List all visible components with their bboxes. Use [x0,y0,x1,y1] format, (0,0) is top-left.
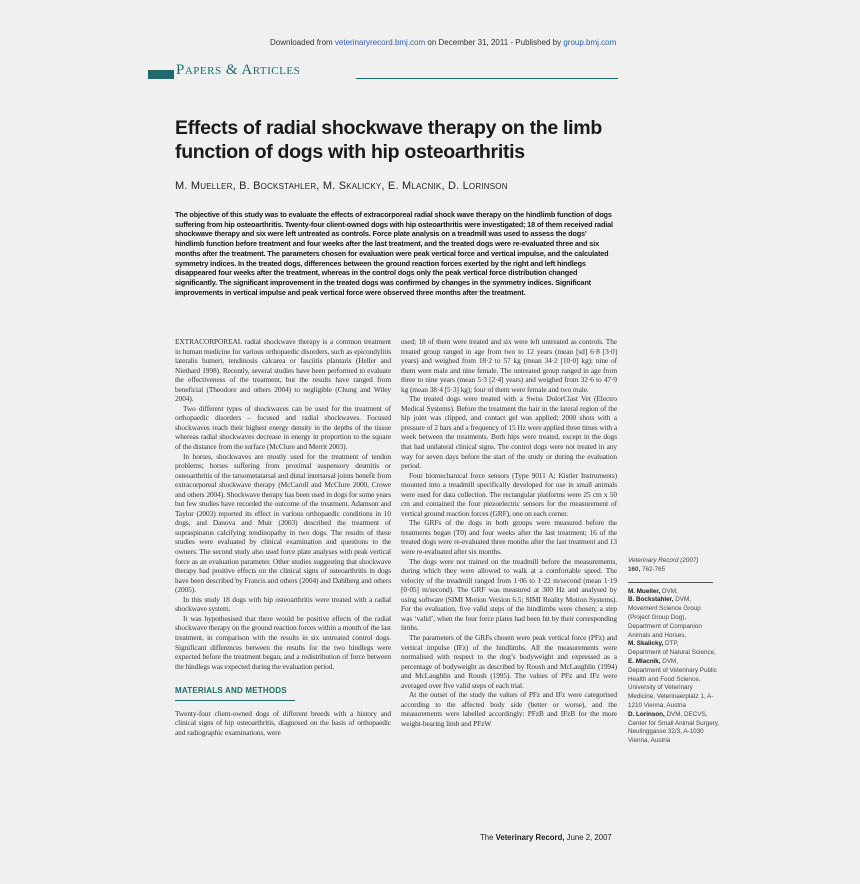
article-abstract: The objective of this study was to evaluate the effects of extracorporeal radial shock wave therapy on the hindlimb function of dogs suffering from hip osteoarthritis. Twenty-four client-owned dogs with hip osteoarthritis were investigated; 18 of them received radial shockwave therapy and six were left untreated as controls. Force plate analysis on a treadmill was used to assess the dogs’ hindlimb function before treatment and four weeks after the last treatment, and the treated dogs were re-evaluated three and six months after the treatment. The parameters chosen for evaluation were peak vertical force and vertical impulse, and the calculated symmetry indices. In the treated dogs, differences between the ground reaction forces exerted by the right and left hindlegs disappeared four weeks after the treatment, whereas in the control dogs only the peak vertical force distribution changed significantly. The significant improvement in the treated dogs was confirmed by changes in the symmetry indices. Significant improvements in vertical impulse and peak vertical force were observed three months after the treatment. [175,210,613,297]
author-degree: DTP, [663,640,679,648]
body-column-right [401,337,617,728]
volume: 160, [628,565,641,573]
paragraph: It was hypothesised that there would be positive effects of the radial shockwave therapy on the ground reaction forces within a month of the last treatment, in comparison with the results in six untreated control dogs. Significant differences between the results for the two hindlegs were expected before the treatment began, and a redistribution of force between the hindlegs was expected during the evaluation period. [175,613,391,671]
paragraph: Two different types of shockwaves can be used for the treatment of orthopaedic disorders – focused and radial shockwaves. Focused shockwaves reach their highest energy density in the depths of the tissue whereas radial shockwaves decrease in energy in proportion to the square of the distance from the surface (McClure and Merrit 2003). [175,403,391,452]
page-footer [480,833,620,842]
section-bar-marker [148,70,174,79]
author-name: E. Mlacnik, [628,657,661,665]
author-degree: DVM, [660,587,678,595]
paragraph: The parameters of the GRFs chosen were peak vertical force (PFz) and vertical impulse (IFz) of the hindlimbs. All the measurements were normalised with respect to the dog’s bodyweight and expressed as a percentage of bodyweight as described by Roush and McLaughlin (1994) and McLaughlin and Roush (1995). The values of PFz and IFz were averaged over five valid steps of each trial. [401,632,617,690]
author-name: D. Lorinson, [628,710,665,718]
section-heading-methods: MATERIALS AND METHODS [175,686,287,696]
affiliation: Center for Small Animal Surgery, Neulinggasse 32/3, A-1030 Vienna, Austria [628,719,720,745]
affiliation: Department of Natural Science, [628,649,716,657]
author-sidebar [628,557,720,746]
affiliation: Department of Veterinary Public Health and Food Science, University of Veterinary Medicine, Veterinaerplatz 1, A-1210 Vienna, Austria [628,666,717,709]
author-degree: DVM, [660,657,679,665]
section-title: Papers & Articles [176,62,301,78]
paragraph: The treated dogs were treated with a Swiss DolorClast Vet (Electro Medical Systems). Before the treatment the hair in the lateral region of the hip joint was clipped, and contact gel was applied; 2000 shots with a pressure of 2 bars and a frequency of 15 Hz were applied three times with a week between the treatments. Both hips were treated, except in the dogs that had unilateral clinical signs. The control dogs were not treated in any way for seven days before the start of the study or during the evaluation period. [401,394,617,471]
citation: Veterinary Record (2007) [628,557,699,564]
article-title: Effects of radial shockwave therapy on the limb function of dogs with hip osteoarthritis [175,117,602,163]
download-middle: on December 31, 2011 - Published by [425,38,564,47]
paragraph: At the outset of the study the values of PFz and IFz were categorised according to the affected body side (better or worse), and the measurements were labelled accordingly: PFzB and IFzB for the more weight-bearing limb and PFzW [401,690,617,728]
footer-the: The [480,833,496,842]
section-rule [356,78,618,79]
author-name: B. Bockstahler, [628,596,674,604]
author-degree: DVM, [673,596,691,604]
paragraph: The dogs were not trained on the treadmill before the measurements, during which they were allowed to walk at a comfortable speed. The velocity of the treadmill ranged from 1·06 to 1·22 m/second (mean 1·19 [0·05] m/second). The GRF was measured at 300 Hz and analysed by using software (SIMI Motion Version 6.5; SIMI Reality Motion Systems). For the evaluation, five valid steps of the hindlimbs were chosen; a step was ‘valid’, when the four force plates had been hit by their corresponding limbs. [401,556,617,633]
paragraph: In this study 18 dogs with hip osteoarthritis were treated with a radial shockwave system. [175,594,391,614]
sidebar-rule [628,582,713,583]
paragraph: used; 18 of them were treated and six were left untreated as controls. The treated group ranged in age from two to 12 years (mean [sd] 6·8 [3·0] years) and weighed from 18·2 to 57 kg (mean 34·2 [10·0] kg); nine of them were male and nine female. The untreated group ranged in age from three to nine years (mean 5·3 [2·4] years) and weighed from 32·6 to 47·9 kg (mean 38·4 [5·3] kg); four of them were female and two male. [401,337,617,394]
publisher-link[interactable]: group.bmj.com [563,38,617,47]
author-entry [628,658,720,667]
article-authors: M. Mueller, B. Bockstahler, M. Skalicky, E. Mlacnik, D. Lorinson [175,180,508,192]
author-name: M. Skalicky, [628,640,664,648]
author-entry [628,596,720,605]
affiliation: Movement Science Group (Project Group Dog), Department of Companion Animals and Horses, [628,605,702,639]
footer-journal: Veterinary Record, [495,833,565,842]
author-entry [628,640,720,649]
paragraph: In horses, shockwaves are mostly used for the treatment of tendon problems; horses suffering from proximal suspensory desmitis or osteoarthritis of the tarsometatarsal and distal intertarsal joints benefit from extracorporeal shockwave therapy (McCaroll and McClure 2000, Crowe and others 2004). Shockwave therapy has been used in dogs for some years but few studies have recorded the outcome of the treatment. Adamson and Taylor (2003) reported its effect in various orthopaedic conditions in 10 dogs, and Danova and Muir (2003) described the treatment of supraspinatus calcifying tendinopathy in two dogs. The results of these studies were evaluated by clinical examination and questions to the owners. The second study also used force plate analyses with peak vertical force as an evaluation parameter. Other studies suggesting that shockwave therapy had positive effects on the clinical signs of osteoarthritis in dogs have been described by Francis and others (2004) and Dahlberg and others (2005). [175,451,391,595]
paragraph: Twenty-four client-owned dogs of different breeds with a history and clinical signs of hip osteoarthritis, diagnosed on the basis of orthopaedic and radiographic examinations, were [175,708,391,737]
paragraph: The GRFs of the dogs in both groups were measured before the treatments began (T0) and four weeks after the last treatment; 16 of the treated dogs were re-evaluated three months after the last treatment and 13 were re-evaluated after six months. [401,518,617,557]
download-notice [270,38,620,47]
site-link[interactable]: veterinaryrecord.bmj.com [334,38,426,47]
volume-pages [628,566,720,575]
heading-rule [175,700,295,701]
footer-date: June 2, 2007 [564,833,612,842]
download-prefix: Downloaded from [270,38,335,47]
paragraph: Four biomechanical force sensors (Type 9011 A; Kistler Instruments) mounted into a treadmill specifically developed for use in small animals were used for data collection. The rectangular platforms were 25 cm x 50 cm and contained the four piezoelectric sensors for the measurement of vertical ground reaction forces (GRF), one on each corner. [401,470,617,518]
author-degree: DVM, DECVS, [664,710,708,718]
body-column-left [175,337,391,737]
author-entry [628,711,720,720]
paragraph: EXTRACORPOREAL radial shockwave therapy is a common treatment in human medicine for various orthopaedic disorders, such as epicondylitis lateralis humeri, tendinosis calcarea or fasciitis plantaris (Heller and Niethard 1998). Recently, several studies have been performed to evaluate the effectiveness of the treatment, but the results have ranged from beneficial (Theodore and others 2004) to negligible (Chung and Wiley 2004). [175,337,391,404]
author-entry [628,588,720,597]
author-name: M. Mueller, [628,587,661,595]
pages: 762-765 [640,565,666,573]
